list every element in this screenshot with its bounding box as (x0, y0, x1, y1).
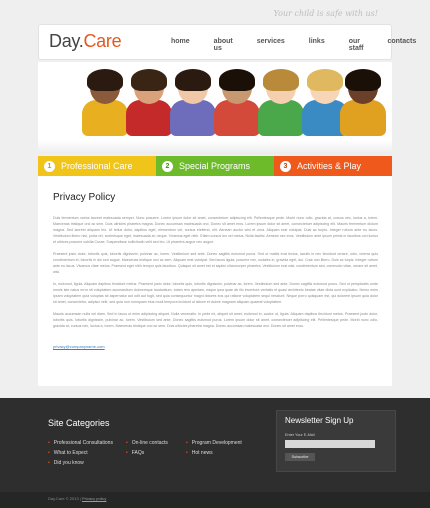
child-figure (258, 72, 304, 142)
copyright (48, 496, 106, 501)
privacy-email-link[interactable]: privacy@companyname.com (53, 344, 105, 349)
footer-link[interactable]: • Hot news (186, 448, 242, 458)
feature-activities-play[interactable] (274, 156, 392, 176)
content-paragraph: Praesent justo dolor, lobortis quis, lobortis dignissim, pulvinar ac, lorem. Vestibulum sed ante. Donec sagittis euismod purus. Sed ut mattis erat lectus, iaculis in nec tincidunt ornare, odio, viverra quis condimentum et, lobortis in dui sed augue. Maecenas tristique orci ac sem. Aliquam erat volutpat. Sed lacus ligula, posuere nec, sodales in, gravida eget, dui. Cras non libero. Duis ac turpis. Integer rutrum ante eu lacus. Vivamus vitae metus. Praesent eget nibh tempor quis faucibus. Quisque sit amet est et sapien ullamcorper pharetra. Vestibulum erat wisi, condimentum sed, commodo vitae, ornare sit amet, wisi. (53, 252, 378, 274)
logo[interactable] (49, 31, 121, 52)
hero-floor (38, 140, 392, 154)
footer-link[interactable]: • Professional Consultations (48, 438, 113, 448)
logo-part1: Day. (49, 31, 84, 51)
feature-label: Activities & Play (297, 161, 362, 171)
content-panel (38, 176, 392, 386)
tagline: Your child is safe with us! (273, 9, 378, 18)
feature-label: Special Programs (179, 161, 251, 171)
feature-number: 3 (280, 161, 291, 172)
feature-bar (38, 156, 392, 176)
nav-services[interactable]: services (256, 38, 285, 45)
child-figure (126, 72, 172, 142)
content-paragraph: Mauris accumsan nulla vel diam. Sed in lacus ut enim adipiscing aliquet. Nulla venenatis. In pede mi, aliquet sit amet, euismod in, auctor ut, ligula. Aliquam dapibus tincidunt metus. Praesent justo dolor, lobortis quis, lobortis dignissim, pulvinar ac, lorem. Vestibulum sed ante. Donec sagittis euismod purus. Lorem ipsum dolor sit amet, consectetuer adipiscing elit. Pellentesque pede. Morbi nunc odio, gravida at, cursus nec, luctus a, lorem. Maecenas tristique orci ac sem. Duis ultricies pharetra magna. Donec accumsan malesuada orci. Donec sit amet eros. (53, 312, 378, 328)
feature-professional-care[interactable] (38, 156, 156, 176)
child-figure (214, 72, 260, 142)
feature-label: Professional Care (61, 161, 133, 171)
email-label: Enter Your E-Mail (285, 433, 315, 437)
nav-about-us[interactable]: about us (213, 38, 233, 52)
nav-home[interactable]: home (171, 38, 190, 45)
footer-links-col2 (126, 438, 168, 458)
footer-links-col3 (186, 438, 242, 458)
main-nav (159, 38, 428, 52)
privacy-policy-link[interactable]: Privacy policy (81, 496, 107, 501)
newsletter-title: Newsletter Sign Up (285, 416, 354, 425)
footer-link[interactable]: • What to Expect (48, 448, 113, 458)
footer-links-col1 (48, 438, 113, 468)
footer-link[interactable]: • On-line contacts (126, 438, 168, 448)
newsletter-box (276, 410, 396, 472)
nav-links[interactable]: links (308, 38, 325, 45)
hero-image (38, 62, 392, 154)
feature-number: 2 (162, 161, 173, 172)
site-categories-title: Site Categories (48, 418, 110, 428)
content-paragraph: In, euismod, ligula. Aliquam dapibus tincidunt metus. Praesent justo dolor, lobortis quis, lobortis dignissim, pulvinar ac, lorem. Vestibulum sed ante. Donec sagittis euismod purus. Sed ut perspiciatis unde omnis iste natus error sit voluptatem accusantium doloremque laudantium, totam rem aperiam, eaque ipsa quae ab illo inventore veritatis et quasi architecto beatae vitae dicta sunt explicabo. Nemo enim ipsam voluptatem quia voluptas sit aspernatur aut odit aut fugit, sed quia consequuntur magni dolores eos qui ratione voluptatem sequi nesciunt. Neque porro quisquam est, qui dolorem ipsum quia dolor sit amet, consectetur, adipisci velit, sed quia non numquam eius modi tempora incidunt ut labore et dolore magnam aliquam quaerat voluptatem. (53, 282, 378, 304)
subscribe-button[interactable]: Subscribe (285, 453, 315, 461)
content-paragraph: Duis fermentum varius laoreet malesuada semper. Nunc posuere. Lorem ipsum dolor sit amet, consectetuer adipiscing elit. Pellentesque pede. Morbi nunc odio, gravida at, cursus nec, luctus a, lorem. Maecenas tristique orci ac sem. Duis ultricies pharetra magna. Donec accumsan malesuada orci. Donec sit amet eros. Lorem ipsum dolor sit amet, consectetuer adipiscing elit. Mauris fermentum dictum magna. Sed laoreet aliquam leo. Ut tellus dolor, dapibus eget, elementum vel, cursus eleifend, elit. Aenean auctor wisi et urna. Aliquam erat volutpat. Duis ac turpis. Integer rutrum ante eu lacus. Vestibulum libero nisl, porta vel, scelerisque eget, malesuada at, neque. Vivamus eget nibh. Etiam cursus leo vel metus. Nulla facilisi. Aenean nec eros. Vestibulum ante ipsum primis in faucibus orci luctus et ultrices posuere cubilia Curae; Suspendisse sollicitudin velit sed leo. Ut pharetra augue nec augue. (53, 216, 378, 244)
feature-special-programs[interactable] (156, 156, 274, 176)
page-title: Privacy Policy (53, 192, 116, 203)
footer-link[interactable]: • Program Development (186, 438, 242, 448)
child-figure (340, 72, 386, 142)
nav-our-staff[interactable]: our staff (348, 38, 364, 52)
footer-link[interactable]: • Did you know (48, 458, 113, 468)
nav-contacts[interactable]: contacts (387, 38, 417, 45)
logo-part2: Care (83, 31, 122, 51)
child-figure (82, 72, 128, 142)
header (38, 24, 417, 60)
child-figure (170, 72, 216, 142)
newsletter-email-input[interactable] (285, 440, 375, 448)
feature-number: 1 (44, 161, 55, 172)
footer-link[interactable]: • FAQs (126, 448, 168, 458)
copyright-text: Day.Care © 2013 | (48, 496, 81, 501)
